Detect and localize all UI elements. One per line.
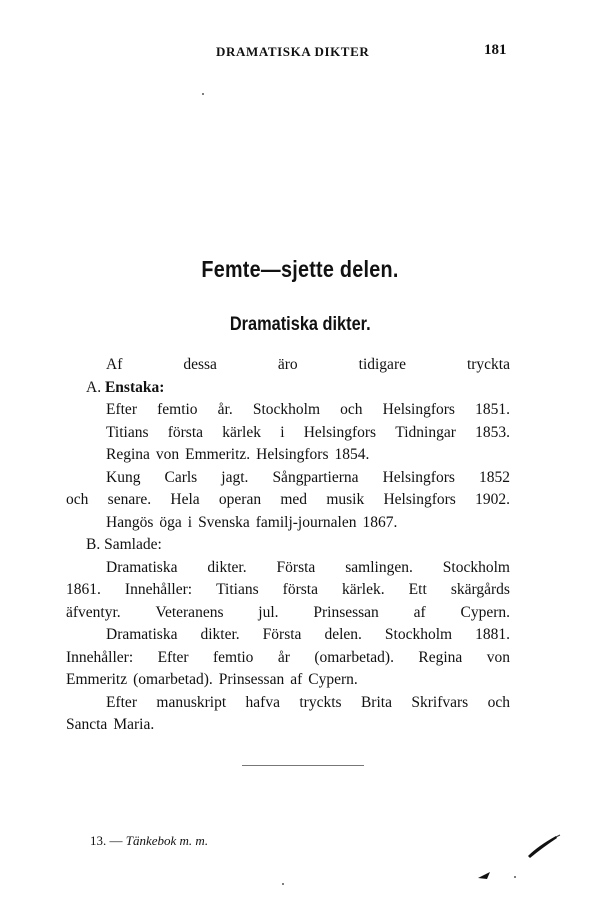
intro-line [66,354,510,377]
word: Sancta [66,716,108,733]
word: Ett [408,581,427,598]
word: tryckts [299,693,342,711]
section-a-heading [66,377,510,400]
section-b-line [66,647,510,670]
word: af [290,671,303,688]
word: Carls [164,468,198,486]
word: Efter [106,693,137,711]
word: Dramatiska [106,626,178,643]
word: Efter [106,401,137,418]
word: operan [218,491,262,508]
end-rule [242,765,364,766]
word: dikter. [207,558,247,576]
word: Regina [106,446,150,463]
word: delen. [324,626,362,643]
word: och [66,491,89,508]
section-a-entry [66,512,510,535]
section-a-label: A. [86,378,102,396]
word: Innehåller: [66,648,134,666]
section-b-line [66,669,510,692]
print-speck [202,93,204,95]
word: 1867. [362,513,398,531]
word: femtio [212,648,254,666]
word: Första [276,558,316,576]
word: manuskript [156,693,227,711]
word: Hangös [106,513,154,531]
word: Skrifvars [411,693,469,711]
word: Helsingfors [383,491,456,508]
word: Kung [106,468,141,486]
pen-stroke-icon [526,826,562,882]
word: skärgårds [450,581,510,598]
word: jul. [258,603,279,621]
word: Maria. [113,716,155,733]
part-title: Femte—sjette delen. [201,256,399,282]
word: Helsingfors [303,423,377,441]
section-b-heading [66,534,510,557]
word: Regina [418,648,463,666]
word: Stockholm [384,626,453,643]
word: och [340,401,363,418]
section-b-line [66,557,510,580]
word: öga [159,513,182,531]
section-b-line [66,714,510,737]
running-head [0,44,600,64]
word: samlingen. [345,558,413,576]
word: Efter [157,648,189,666]
word: i [187,513,193,531]
section-b-line [66,579,510,602]
word: dikter. [200,626,240,643]
word: Helsingfors [256,446,329,463]
word: von [486,648,510,666]
word: 1851. [475,401,510,418]
word: (omarbetad). [133,671,213,688]
word: 1853. [475,423,510,441]
section-a-entry [66,444,510,467]
word: hafva [245,693,280,711]
body-text [66,354,510,737]
section-b-line [66,692,510,715]
word: 1852 [478,468,510,486]
word: Cypern. [308,671,358,688]
word: Sångpartierna [272,468,359,486]
section-a-entry [66,467,510,490]
page-number: 181 [484,42,507,58]
word: äro [277,356,298,373]
section-a-entry [66,399,510,422]
word: Helsingfors [382,468,455,486]
word: år [277,648,290,666]
section-b-line [66,624,510,647]
word: Hela [170,491,200,508]
word: Titians [216,581,259,598]
word: Dramatiska [106,558,178,576]
word: Prinsessan [218,671,285,688]
word: 1861. [66,581,101,598]
word: Emmeritz [66,671,128,688]
word: Stockholm [252,401,321,418]
word: 1881. [475,626,510,643]
word: och [487,693,510,711]
word: musik [326,491,365,508]
signature-line [90,833,208,849]
ink-blot-icon [478,870,492,880]
word: 1854. [334,446,370,463]
word: äfventyr. [66,603,121,621]
word: Veteranens [155,603,224,621]
word: kärlek [222,423,261,441]
word: (omarbetad). [314,648,394,666]
word: Prinsessan [313,603,379,621]
word: första [167,423,204,441]
word: kärlek. [342,581,385,598]
section-b-title: Samlade: [104,536,162,553]
word: jagt. [221,468,249,486]
print-speck [282,883,284,885]
word: i [280,423,285,441]
word: dessa [183,356,217,373]
word: Cypern. [460,603,510,621]
word: Af [106,356,123,373]
word: med [280,491,308,508]
word: tidigare [358,356,406,373]
running-title: DRAMATISKA DIKTER [216,44,370,59]
word: senare. [107,491,152,508]
word: femtio [157,401,198,418]
signature-title: Tänkebok m. m. [125,833,209,848]
section-b-label: B. [86,536,101,553]
section-a-title: Enstaka: [104,378,165,396]
word: von [155,446,180,463]
word: Svenska [198,513,250,531]
word: Brita [360,693,392,711]
word: tryckta [466,356,510,373]
word: Första [262,626,302,643]
word: år. [217,401,233,418]
word: af [413,603,426,621]
signature-mark: 13. — [90,833,123,848]
word: Tidningar [395,423,456,441]
word: Titians [106,423,149,441]
section-a-entry [66,489,510,512]
print-speck [514,876,516,878]
word: Emmeritz. [185,446,251,463]
word: 1902. [475,491,510,508]
word: Stockholm [442,558,510,576]
word: familj-journalen [255,513,357,531]
word: första [282,581,318,598]
section-title: Dramatiska dikter. [229,314,371,335]
word: Helsingfors [382,401,455,418]
section-b-line [66,602,510,625]
section-a-entry [66,422,510,445]
word: Innehåller: [124,581,193,598]
